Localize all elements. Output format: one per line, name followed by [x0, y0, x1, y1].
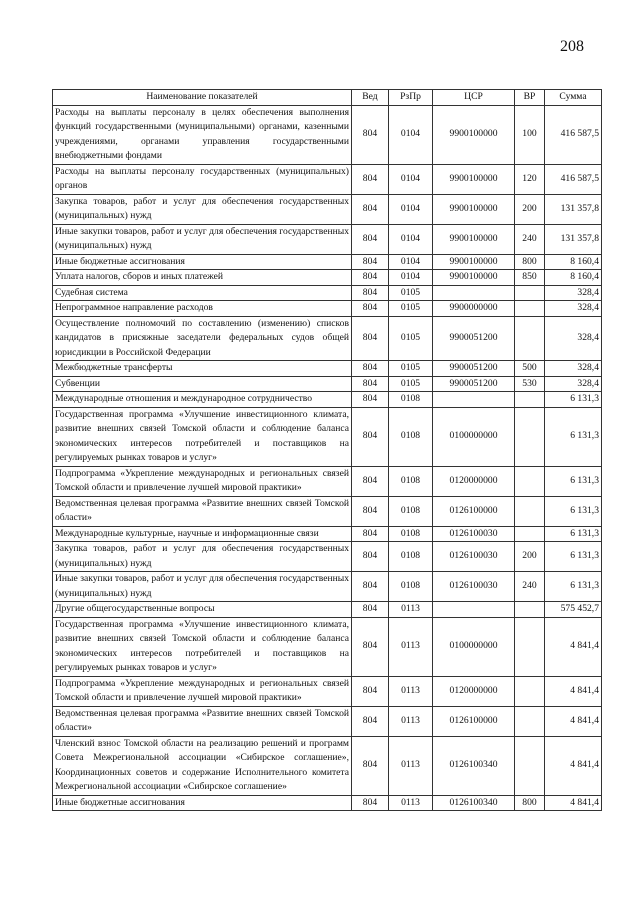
cell-ved: 804 [352, 602, 389, 618]
cell-vr: 240 [515, 572, 545, 602]
table-row [53, 194, 602, 224]
cell-ved: 804 [352, 407, 389, 466]
cell-ved: 804 [352, 285, 389, 301]
cell-ved: 804 [352, 254, 389, 270]
cell-ved: 804 [352, 164, 389, 194]
cell-csr: 0126100030 [433, 572, 515, 602]
cell-sum: 6 131,3 [545, 392, 602, 408]
cell-ved: 804 [352, 392, 389, 408]
cell-csr: 0120000000 [433, 466, 515, 496]
cell-ved: 804 [352, 270, 389, 286]
cell-csr: 9900000000 [433, 301, 515, 317]
cell-vr [515, 617, 545, 676]
table-row [53, 706, 602, 736]
table-row [53, 736, 602, 795]
cell-sum: 328,4 [545, 285, 602, 301]
cell-rzpr: 0104 [389, 105, 433, 164]
cell-sum: 6 131,3 [545, 496, 602, 526]
table-row [53, 602, 602, 618]
cell-rzpr: 0104 [389, 164, 433, 194]
cell-vr [515, 496, 545, 526]
cell-rzpr: 0113 [389, 736, 433, 795]
cell-vr [515, 706, 545, 736]
cell-name: Членский взнос Томской области на реализацию решений и программ Совета Межрегиональной ассоциации «Сибирское соглашение», Координационных советов и содержание Исполнительного комитета Межрегиональной ассоциации «Сибирское соглашение» [53, 736, 352, 795]
cell-vr: 200 [515, 194, 545, 224]
cell-name: Иные бюджетные ассигнования [53, 254, 352, 270]
cell-sum: 575 452,7 [545, 602, 602, 618]
cell-vr: 530 [515, 376, 545, 392]
table-row [53, 285, 602, 301]
cell-rzpr: 0104 [389, 194, 433, 224]
table-row [53, 224, 602, 254]
table-row [53, 572, 602, 602]
cell-vr [515, 602, 545, 618]
table-row [53, 270, 602, 286]
cell-rzpr: 0113 [389, 795, 433, 811]
cell-sum: 416 587,5 [545, 164, 602, 194]
cell-rzpr: 0105 [389, 301, 433, 317]
cell-rzpr: 0113 [389, 676, 433, 706]
cell-sum: 328,4 [545, 316, 602, 361]
cell-vr [515, 676, 545, 706]
cell-name: Другие общегосударственные вопросы [53, 602, 352, 618]
table-row [53, 376, 602, 392]
cell-name: Иные закупки товаров, работ и услуг для обеспечения государственных (муниципальных) нужд [53, 572, 352, 602]
cell-csr: 9900051200 [433, 361, 515, 377]
header-row [53, 90, 602, 106]
header-sum: Сумма [545, 90, 602, 106]
cell-rzpr: 0105 [389, 361, 433, 377]
cell-name: Государственная программа «Улучшение инвестиционного климата, развитие внешних связей Томской области и соблюдение баланса экономических интересов потребителей и поставщиков на регулируемых рынках товаров и услуг» [53, 617, 352, 676]
table-row [53, 301, 602, 317]
cell-ved: 804 [352, 676, 389, 706]
cell-vr [515, 466, 545, 496]
cell-sum: 4 841,4 [545, 676, 602, 706]
cell-ved: 804 [352, 795, 389, 811]
cell-vr: 240 [515, 224, 545, 254]
cell-csr: 9900100000 [433, 194, 515, 224]
cell-csr [433, 285, 515, 301]
cell-rzpr: 0104 [389, 224, 433, 254]
table-row [53, 617, 602, 676]
cell-vr [515, 285, 545, 301]
table-row [53, 676, 602, 706]
cell-vr [515, 407, 545, 466]
cell-name: Судебная система [53, 285, 352, 301]
cell-vr: 800 [515, 254, 545, 270]
cell-vr: 200 [515, 542, 545, 572]
cell-sum: 8 160,4 [545, 254, 602, 270]
cell-rzpr: 0108 [389, 542, 433, 572]
table-row [53, 526, 602, 542]
table-row [53, 542, 602, 572]
cell-ved: 804 [352, 617, 389, 676]
cell-vr: 800 [515, 795, 545, 811]
cell-rzpr: 0108 [389, 466, 433, 496]
cell-rzpr: 0104 [389, 254, 433, 270]
cell-csr: 0100000000 [433, 407, 515, 466]
cell-rzpr: 0113 [389, 602, 433, 618]
cell-csr: 0126100030 [433, 526, 515, 542]
cell-name: Подпрограмма «Укрепление международных и региональных связей Томской области и привлечение лучшей мировой практики» [53, 466, 352, 496]
cell-sum: 6 131,3 [545, 542, 602, 572]
header-rzpr: РзПр [389, 90, 433, 106]
cell-csr: 9900100000 [433, 224, 515, 254]
cell-sum: 4 841,4 [545, 795, 602, 811]
cell-sum: 8 160,4 [545, 270, 602, 286]
cell-rzpr: 0113 [389, 706, 433, 736]
cell-name: Межбюджетные трансферты [53, 361, 352, 377]
cell-ved: 804 [352, 496, 389, 526]
cell-csr: 0126100340 [433, 795, 515, 811]
cell-sum: 6 131,3 [545, 466, 602, 496]
cell-rzpr: 0108 [389, 392, 433, 408]
table-row [53, 496, 602, 526]
cell-csr: 9900100000 [433, 164, 515, 194]
cell-csr: 9900051200 [433, 316, 515, 361]
cell-vr [515, 736, 545, 795]
cell-vr: 850 [515, 270, 545, 286]
cell-ved: 804 [352, 542, 389, 572]
cell-ved: 804 [352, 361, 389, 377]
cell-csr [433, 392, 515, 408]
cell-rzpr: 0108 [389, 496, 433, 526]
cell-vr: 120 [515, 164, 545, 194]
cell-name: Ведомственная целевая программа «Развитие внешних связей Томской области» [53, 496, 352, 526]
cell-vr [515, 316, 545, 361]
header-csr: ЦСР [433, 90, 515, 106]
cell-name: Непрограммное направление расходов [53, 301, 352, 317]
cell-vr: 100 [515, 105, 545, 164]
table-row [53, 361, 602, 377]
table-row [53, 316, 602, 361]
table-row [53, 407, 602, 466]
cell-ved: 804 [352, 706, 389, 736]
cell-sum: 328,4 [545, 376, 602, 392]
cell-csr: 9900051200 [433, 376, 515, 392]
cell-ved: 804 [352, 301, 389, 317]
table-row [53, 466, 602, 496]
cell-name: Закупка товаров, работ и услуг для обеспечения государственных (муниципальных) нужд [53, 194, 352, 224]
cell-ved: 804 [352, 376, 389, 392]
cell-name: Осуществление полномочий по составлению (изменению) списков кандидатов в присяжные заседатели федеральных судов общей юрисдикции в Российской Федерации [53, 316, 352, 361]
cell-sum: 6 131,3 [545, 407, 602, 466]
cell-sum: 328,4 [545, 361, 602, 377]
cell-rzpr: 0104 [389, 270, 433, 286]
table-row [53, 164, 602, 194]
cell-rzpr: 0108 [389, 526, 433, 542]
table-row [53, 254, 602, 270]
cell-rzpr: 0108 [389, 407, 433, 466]
cell-ved: 804 [352, 194, 389, 224]
cell-name: Государственная программа «Улучшение инвестиционного климата, развитие внешних связей Томской области и соблюдение баланса экономических интересов потребителей и поставщиков на регулируемых рынках товаров и услуг» [53, 407, 352, 466]
cell-sum: 6 131,3 [545, 526, 602, 542]
table-row [53, 795, 602, 811]
cell-vr [515, 301, 545, 317]
cell-vr [515, 526, 545, 542]
cell-csr: 0126100340 [433, 736, 515, 795]
cell-ved: 804 [352, 105, 389, 164]
cell-csr: 9900100000 [433, 105, 515, 164]
page-number: 208 [560, 38, 584, 55]
cell-sum: 131 357,8 [545, 224, 602, 254]
header-vr: ВР [515, 90, 545, 106]
cell-csr: 9900100000 [433, 254, 515, 270]
cell-csr: 9900100000 [433, 270, 515, 286]
cell-name: Иные бюджетные ассигнования [53, 795, 352, 811]
cell-sum: 6 131,3 [545, 572, 602, 602]
table-row [53, 392, 602, 408]
cell-ved: 804 [352, 466, 389, 496]
cell-vr: 500 [515, 361, 545, 377]
cell-sum: 416 587,5 [545, 105, 602, 164]
cell-sum: 4 841,4 [545, 706, 602, 736]
cell-name: Международные культурные, научные и информационные связи [53, 526, 352, 542]
cell-name: Субвенции [53, 376, 352, 392]
cell-ved: 804 [352, 572, 389, 602]
cell-ved: 804 [352, 316, 389, 361]
cell-sum: 4 841,4 [545, 736, 602, 795]
cell-csr [433, 602, 515, 618]
cell-name: Закупка товаров, работ и услуг для обеспечения государственных (муниципальных) нужд [53, 542, 352, 572]
cell-csr: 0126100000 [433, 496, 515, 526]
cell-csr: 0126100000 [433, 706, 515, 736]
cell-name: Расходы на выплаты персоналу государственных (муниципальных) органов [53, 164, 352, 194]
cell-name: Международные отношения и международное сотрудничество [53, 392, 352, 408]
cell-csr: 0100000000 [433, 617, 515, 676]
cell-rzpr: 0105 [389, 316, 433, 361]
cell-rzpr: 0105 [389, 285, 433, 301]
cell-ved: 804 [352, 224, 389, 254]
header-ved: Вед [352, 90, 389, 106]
cell-name: Подпрограмма «Укрепление международных и региональных связей Томской области и привлечение лучшей мировой практики» [53, 676, 352, 706]
cell-ved: 804 [352, 736, 389, 795]
cell-rzpr: 0108 [389, 572, 433, 602]
cell-sum: 131 357,8 [545, 194, 602, 224]
cell-vr [515, 392, 545, 408]
cell-csr: 0120000000 [433, 676, 515, 706]
cell-sum: 4 841,4 [545, 617, 602, 676]
header-name: Наименование показателей [53, 90, 352, 106]
cell-name: Иные закупки товаров, работ и услуг для обеспечения государственных (муниципальных) нужд [53, 224, 352, 254]
cell-name: Ведомственная целевая программа «Развитие внешних связей Томской области» [53, 706, 352, 736]
cell-csr: 0126100030 [433, 542, 515, 572]
cell-ved: 804 [352, 526, 389, 542]
cell-name: Расходы на выплаты персоналу в целях обеспечения выполнения функций государственными (муниципальными) органами, казенными учреждениями, органами управления государственными внебюджетными фондами [53, 105, 352, 164]
cell-rzpr: 0113 [389, 617, 433, 676]
budget-table [52, 89, 602, 811]
cell-name: Уплата налогов, сборов и иных платежей [53, 270, 352, 286]
table-row [53, 105, 602, 164]
cell-rzpr: 0105 [389, 376, 433, 392]
cell-sum: 328,4 [545, 301, 602, 317]
